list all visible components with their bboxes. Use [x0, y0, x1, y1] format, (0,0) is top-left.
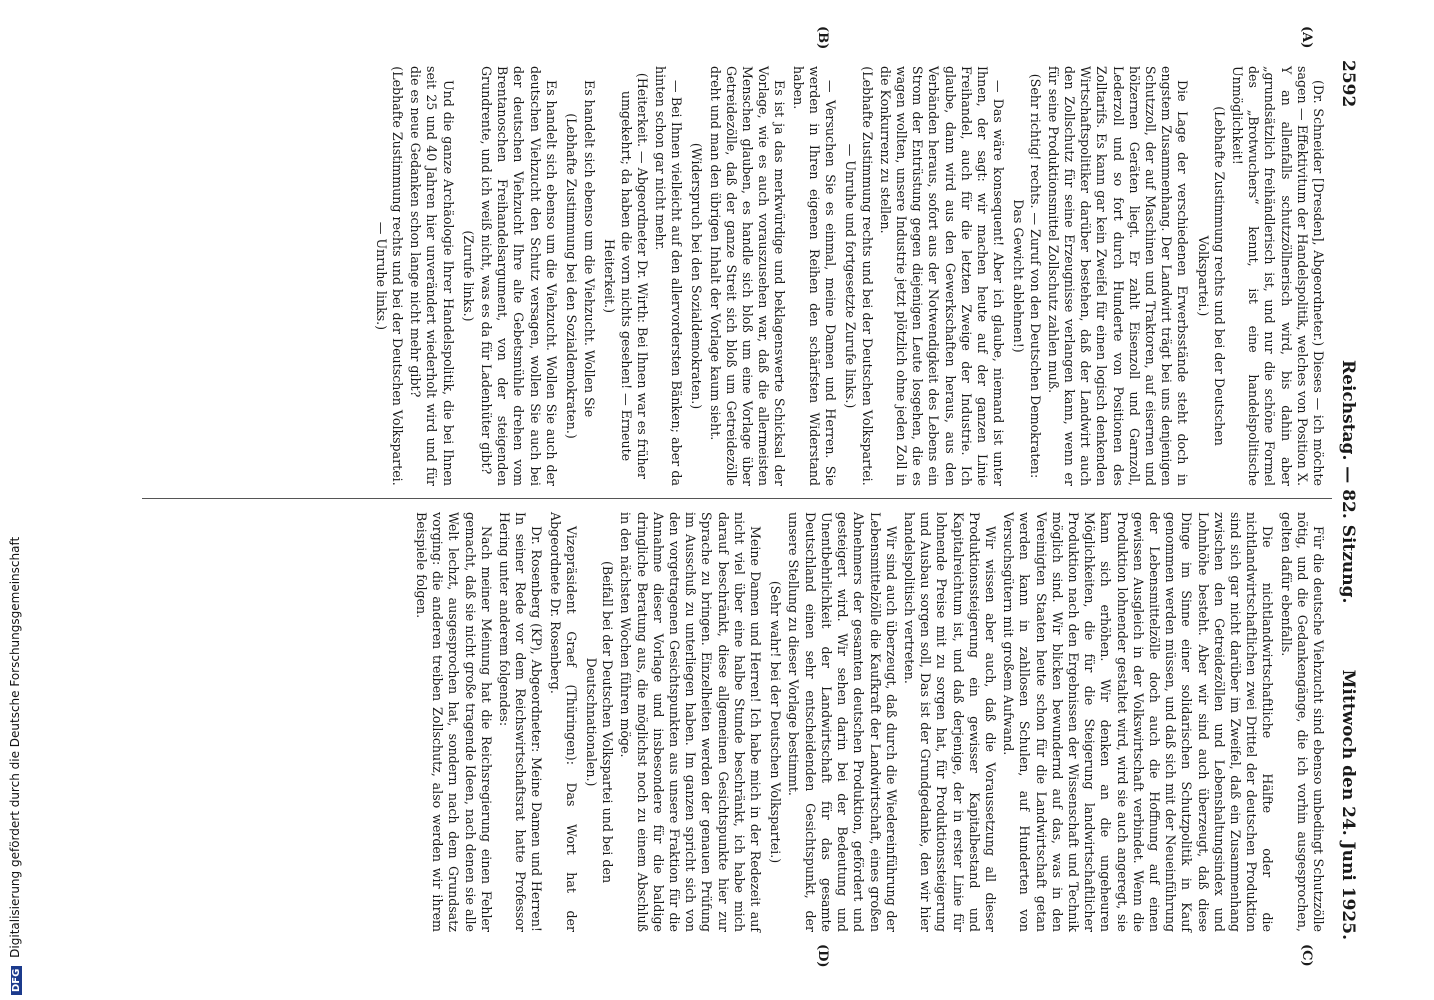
- paragraph: Dr. Rosenberg (KP), Abgeordneter: Meine Damen und Herren! In seiner Rede vor dem Reichswirtschaftsrat hatte Professor Hering unter anderem folgendes:: [497, 512, 545, 932]
- paragraph: Meine Damen und Herren! Ich habe mich in der Redezeit auf nicht viel über eine halbe Stunde beschränkt, ich habe mich darauf beschränkt, diese allgemeinen Gesichtspunkte hier zur Sprache zu bringen. Einzelheiten werden der genauen Prüfung im Ausschuß zu unterliegen haben. Im ganzen spricht sich von den vorgetragenen Gesichtspunkten aus unsere Fraktion für die Annahme dieser Vorlage und insbesondere für die baldige dringliche Beratung aus, die möglichst noch zu einem Abschluß in den nächsten Wochen führen möge.: [618, 512, 764, 932]
- paragraph: Wir wissen aber auch, daß die Voraussetzung all dieser Produktionssteigerung ein gewisser Kapitalbestand und Kapitalreichtum ist, und daß derjenige, der in erster Linie für lohnende Preise mit zu sorgen hat, für Produktionssteigerung und Ausbau sorgen soll, Das ist der Grundgedanke, den wir hier handelspolitisch vertreten.: [901, 512, 998, 932]
- interjection: (Heiterkeit. — Abgeordneter Dr. Wirth: Bei Ihnen war es früher umgekehrt; da haben die vorn nichts gesehen! — Erneute Heiterkeit.): [602, 72, 650, 480]
- interjection: (Zurufe links.): [460, 230, 476, 322]
- margin-marker-a: (A): [1299, 26, 1314, 49]
- interjection: (Lebhafte Zustimmung rechts und bei der Deutschen Volkspartei.): [1195, 106, 1227, 446]
- column-divider: [142, 498, 1332, 499]
- paragraph: (Dr. Schneider [Dresden], Abgeordneter.) Dieses — ich möchte sagen — Effektivitum der Handelspolitik, welches von Position X. Y an allenfalls schutzzöllnerisch wird, bis dahin aber „grundsätzlich freihändlerisch ist, und nur die schöne Formel des „Brotwuchers“ kennt, ist eine handelspolitische Unmöglichkeit!: [1229, 66, 1326, 486]
- digitization-credit: [8, 95, 24, 995]
- paragraph: Die Lage der verschiedenen Erwerbsstände steht doch in engstem Zusammenhang. Der Landwirt trägt bei uns denjenigen Schutzzoll, der auf Maschinen und Traktoren, auf eisernen und hölzernen Geräten liegt. Er zahlt Eisenzoll und Garnzoll, Lederzoll und so fort durch Hunderte von Positionen des Zolltarifs. Es kann gar kein Zweifel für einen logisch denkenden Wirtschaftspolitiker darüber bestehen, daß der Landwirt auch den Zollschutz für seine Erzeugnisse verlangen kann, wenn er für seine Produktionsmittel Zollschutz zahlen muß.: [1045, 66, 1191, 486]
- rotated-page: [120, 26, 1360, 968]
- interjection: (Lebhafte Zustimmung bei den Sozialdemokraten.): [564, 113, 580, 439]
- interjection: (Lebhafte Zustimmung rechts und bei der Deutschen Volkspartei. — Unruhe links.): [373, 66, 406, 486]
- paragraph: Es ist ja das merkwürdige und beklagenswerte Schicksal der Vorlage, wie es auch vorauszusehen war, daß die allermeisten Menschen glauben, es handle sich bloß um eine Vorlage über Getreidezölle, daß der ganze Streit sich bloß um Getreidezölle dreht und man den übrigen Inhalt der Vorlage kaum sieht.: [707, 66, 788, 486]
- quotation: Nach meiner Meinung hat die Reichsregierung einen Fehler gemacht, daß sie nicht große tragende Ideen, nach denen sie alle Welt lechzt, ausgesprochen hat, sondern nach dem Grundsatz vorging: die anderen treiben Zollschutz, also werden wir ihrem Beispiele folgen.: [414, 512, 494, 932]
- margin-marker-b: (B): [815, 26, 830, 50]
- paragraph: — Das wäre konsequent! Aber ich glaube, niemand ist unter Ihnen, der sagt: wir machen heute auf der ganzen Linie Freihandel, auch für die letzten Zweige der Industrie. Ich glaube, dann wird aus den Gewerkschaften heraus, aus den Verbänden heraus, sofort aus der Notwendigkeit des Lebens ein Strom der Entrüstung gegen diejenigen Leute losgehen, die es wagen wollten, unsere Industrie jetzt plötzlich ohne jeden Zoll in die Konkurrenz zu stellen.: [877, 66, 1007, 486]
- paragraph: Und die ganze Archäologie Ihrer Handelspolitik, die bei Ihnen seit 25 und 40 Jahren hier unverändert wiederholt wird und für die es neue Gedanken schon lange nicht mehr gibt?: [408, 66, 456, 486]
- paragraph: — Bei Ihnen vielleicht auf den allervordersten Bänken; aber da hinten schon gar nicht mehr.: [653, 66, 685, 486]
- interjection: (Sehr wahr! bei der Deutschen Volkspartei.): [768, 580, 784, 864]
- margin-marker-c: (C): [1299, 944, 1314, 967]
- session-date: Mittwoch den 24. Juni 1925.: [1338, 669, 1358, 940]
- page-header: [1330, 60, 1360, 940]
- credit-text: Digitalisierung gefördert durch die Deutsche Forschungsgemeinschaft: [8, 536, 22, 958]
- session-title: Reichstag. — 82. Sitzung.: [1338, 360, 1358, 604]
- interjection: (Beifall bei der Deutschen Volkspartei und bei den Deutschnationalen.): [584, 560, 616, 884]
- left-column: [369, 66, 1326, 486]
- interjection: (Lebhafte Zustimmung rechts und bei der Deutschen Volkspartei. — Unruhe und fortgesetzte Zurufe links.): [843, 66, 875, 486]
- interjection: (Widerspruch bei den Sozialdemokraten.): [689, 142, 705, 410]
- right-column: [411, 512, 1326, 932]
- paragraph: Es handelt sich ebenso um die Viehzucht. Wollen Sie: [582, 80, 598, 418]
- paragraph: — Versuchen Sie es einmal, meine Damen und Herren. Sie werden in Ihren eigenen Reihen den schärfsten Widerstand haben.: [790, 66, 839, 486]
- paragraph: Die nichtlandwirtschaftliche Hälfte oder die nichtlandwirtschaftlichen zwei Drittel der deutschen Produktion sind sich gar nicht darüber im Zweifel, daß ein Zusammenhang zwischen den Getreidezöllen und Lebenshaltungsindex und Lohnhöhe besteht. Aber wir sind auch überzeugt, daß diese Dinge im Sinne einer solidarischen Schutzpolitik in Kauf genommen werden müssen, und daß sich mit der Neueinführung der Lebensmittelzölle doch auch die Hoffnung auf einen gewissen Ausgleich in der Volkswirtschaft verbindet. Wenn die Produktion lohnender gestaltet wird, wird sie auch angeregt, sie kann sich erhöhen. Wir denken an die ungeheuren Möglichkeiten, die für die Steigerung landwirtschaftlicher Produktion nach den Ergebnissen der Wissenschaft und Technik möglich sind. Wir blicken bewundernd auf das, was in den Vereinigten Staaten heute schon für die Landwirtschaft getan werden kann in zahllosen Schulen, auf Hunderten von Versuchsgütern mit großem Aufwand.: [1001, 512, 1276, 932]
- dfg-logo: DFG: [11, 966, 22, 995]
- margin-marker-d: (D): [815, 944, 830, 968]
- interjection: (Sehr richtig! rechts. — Zuruf von den Deutschen Demokraten: Das Gewicht ablehnen!): [1011, 73, 1043, 479]
- page-number: 2592: [1338, 60, 1358, 108]
- paragraph: Es handelt sich ebenso um die Viehzucht. Wollen Sie auch der deutschen Viehzucht den Schutz versagen, wollen Sie auch bei der deutschen Viehzucht Ihre alte Gebetsmühle drehen vom Brentanoschen Freihandelsargument, von der steigenden Grundrente, und ich weiß nicht, was es da für Ladenhüter gibt?: [479, 66, 559, 486]
- paragraph: Vizepräsident Graef (Thüringen): Das Wort hat der Abgeordnete Dr. Rosenberg.: [547, 512, 579, 932]
- paragraph: Wir sind auch überzeugt, daß durch die Wiedereinführung der Lebensmittelzölle die Kaufkraft der Landwirtschaft, eines großen Abnehmers der gesamten deutschen Produktion, gefördert und gesteigert wird. Wir sehen darin bei der Bedeutung und Unentbehrlichkeit der Landwirtschaft für das gesamte Deutschland einen sehr entscheidenden Gesichtspunkt, der unsere Stellung zu dieser Vorlage bestimmt.: [786, 512, 899, 932]
- paragraph: Für die deutsche Viehzucht sind ebenso unbedingt Schutzzölle nötig, und die Gedankengänge, die ich vorhin ausgesprochen, gelten dafür ebenfalls.: [1278, 512, 1326, 932]
